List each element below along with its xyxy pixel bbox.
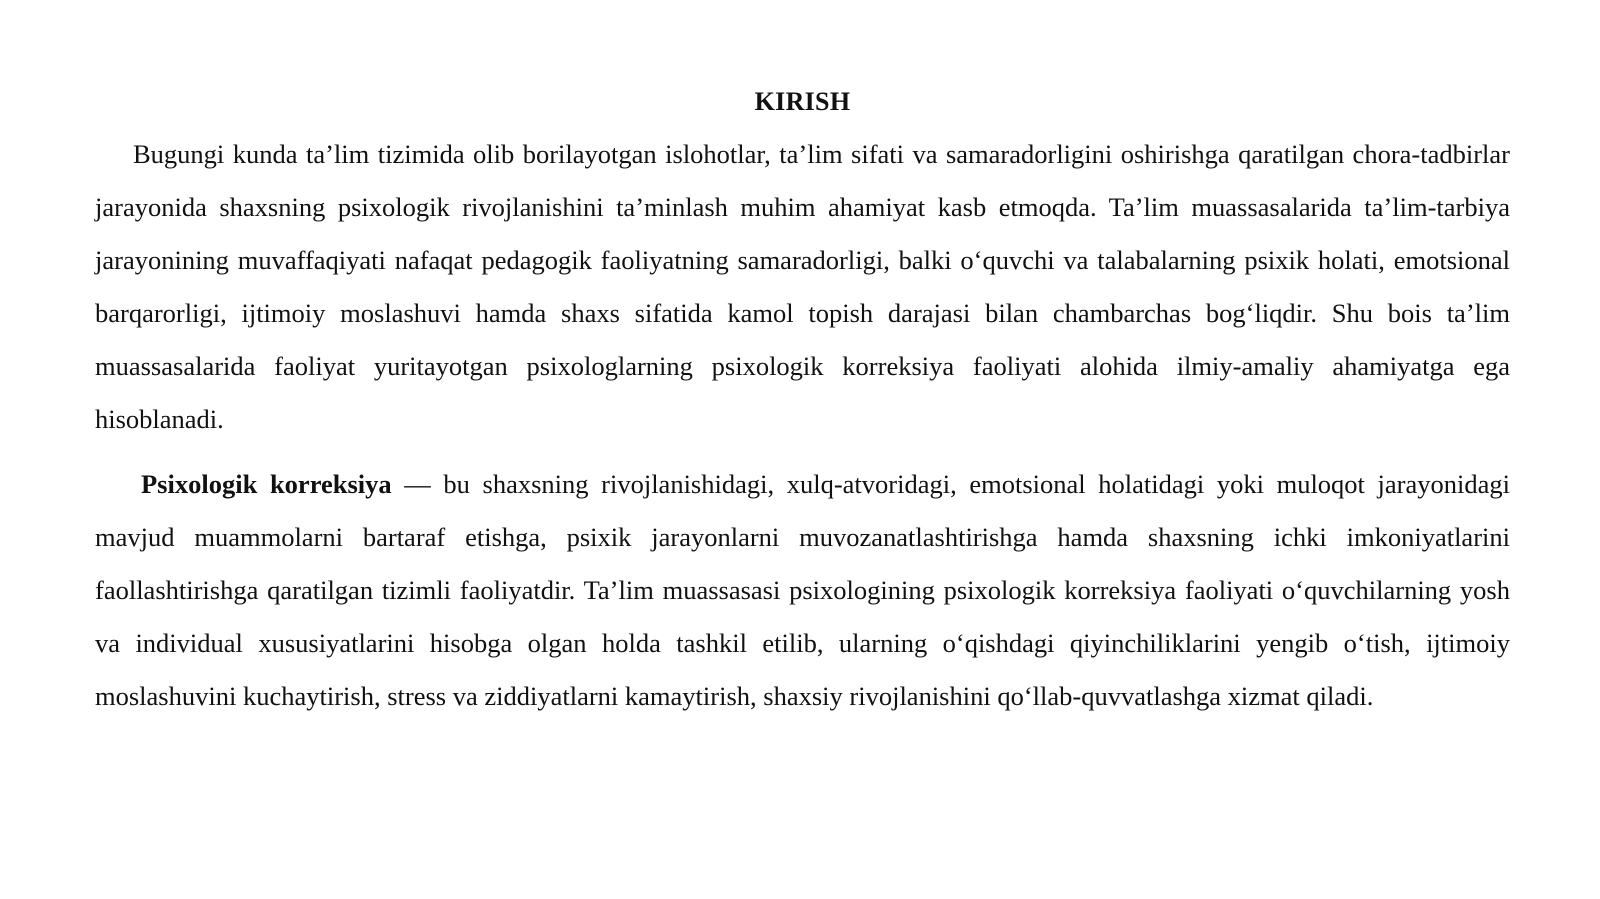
definition-term: Psixologik korreksiya	[141, 469, 392, 499]
page-title: KIRISH	[754, 87, 851, 116]
paragraph-definition	[95, 458, 1510, 723]
document-body	[95, 82, 1510, 723]
definition-text: — bu shaxsning rivojlanishidagi, xulq-atvoridagi, emotsional holatidagi yoki muloqot jarayonidagi mavjud muammolarni bartaraf etishga, psixik jarayonlarni muvozanatlashtirishga hamda shaxsning ichki imkoniyatlarini faollashtirishga qaratilgan tizimli faoliyatdir. Ta’lim muassasasi psixologining psixologik korreksiya faoliyati o‘quvchilarning yosh va individual xususiyatlarini hisobga olgan holda tashkil etilib, ularning o‘qishdagi qiyinchiliklarini yengib o‘tish, ijtimoiy moslashuvini kuchaytirish, stress va ziddiyatlarni kamaytirish, shaxsiy rivojlanishini qo‘llab-quvvatlashga xizmat qiladi.	[95, 469, 1510, 711]
paragraph-intro: Bugungi kunda ta’lim tizimida olib borilayotgan islohotlar, ta’lim sifati va samaradorligini oshirishga qaratilgan chora-tadbirlar jarayonida shaxsning psixologik rivojlanishini ta’minlash muhim ahamiyat kasb etmoqda. Ta’lim muassasalarida ta’lim-tarbiya jarayonining muvaffaqiyati nafaqat pedagogik faoliyatning samaradorligi, balki o‘quvchi va talabalarning psixik holati, emotsional barqarorligi, ijtimoiy moslashuvi hamda shaxs sifatida kamol topish darajasi bilan chambarchas bog‘liqdir. Shu bois ta’lim muassasalarida faoliyat yuritayotgan psixologlarning psixologik korreksiya faoliyati alohida ilmiy-amaliy ahamiyatga ega hisoblanadi.	[95, 139, 1510, 434]
